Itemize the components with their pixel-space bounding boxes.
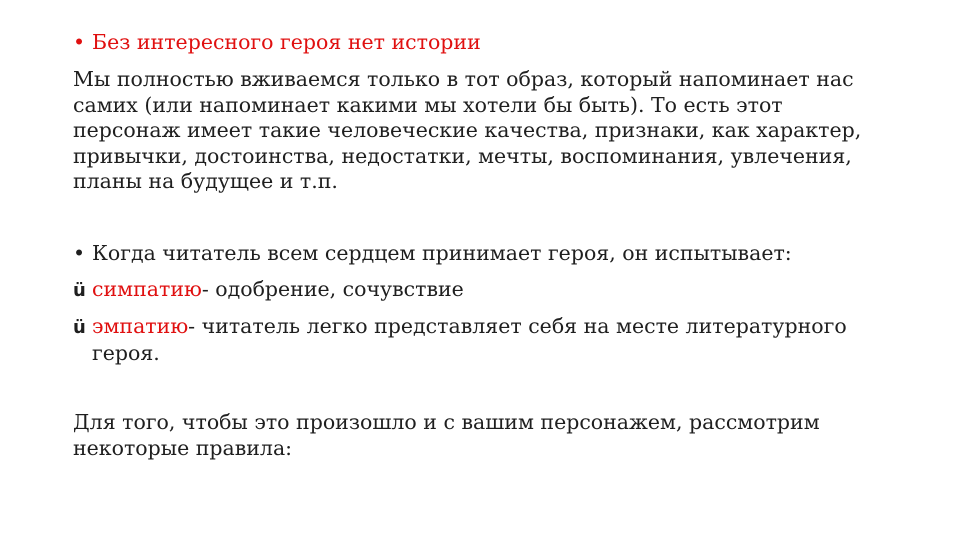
paragraph-1-line: привычки, достоинства, недостатки, мечты, воспоминания, увлечения,	[73, 143, 852, 168]
paragraph-1-line: самих (или напоминает какими мы хотели бы быть). То есть этот	[73, 92, 783, 117]
bullet-icon: •	[73, 241, 86, 265]
paragraph-2-line: Для того, чтобы это произошло и с вашим персонажем, рассмотрим	[73, 410, 820, 434]
paragraph-2	[73, 410, 933, 461]
paragraph-1-line: планы на будущее и т.п.	[73, 169, 338, 193]
empathy-description: - читатель легко представляет себя на месте литературного	[188, 314, 847, 338]
sympathy-description: - одобрение, сочувствие	[201, 277, 464, 301]
heading-line	[73, 30, 933, 56]
heading-block	[73, 30, 933, 56]
reader-bullet-text: Когда читатель всем сердцем принимает героя, он испытывает:	[92, 241, 792, 265]
heading-text: Без интересного героя нет истории	[92, 30, 481, 54]
reader-bullet-block	[73, 241, 933, 267]
sympathy-line	[73, 277, 933, 304]
empathy-term: эмпатию	[92, 314, 189, 338]
empathy-item	[73, 314, 933, 366]
checkmark-icon: ü	[73, 280, 86, 301]
paragraph-1-line: Мы полностью вживаемся только в тот образ, который напоминает нас	[73, 67, 854, 91]
bullet-icon: •	[73, 30, 86, 54]
checkmark-icon: ü	[73, 317, 86, 338]
sympathy-term: симпатию	[92, 277, 202, 301]
reader-bullet-line	[73, 241, 933, 267]
paragraph-2-line: некоторые правила:	[73, 435, 293, 460]
sympathy-item	[73, 277, 933, 304]
empathy-line	[73, 314, 933, 341]
paragraph-1	[73, 67, 933, 195]
paragraph-1-line: персонаж имеет такие человеческие качества, признаки, как характер,	[73, 118, 862, 142]
empathy-description-continued: героя.	[92, 340, 160, 365]
